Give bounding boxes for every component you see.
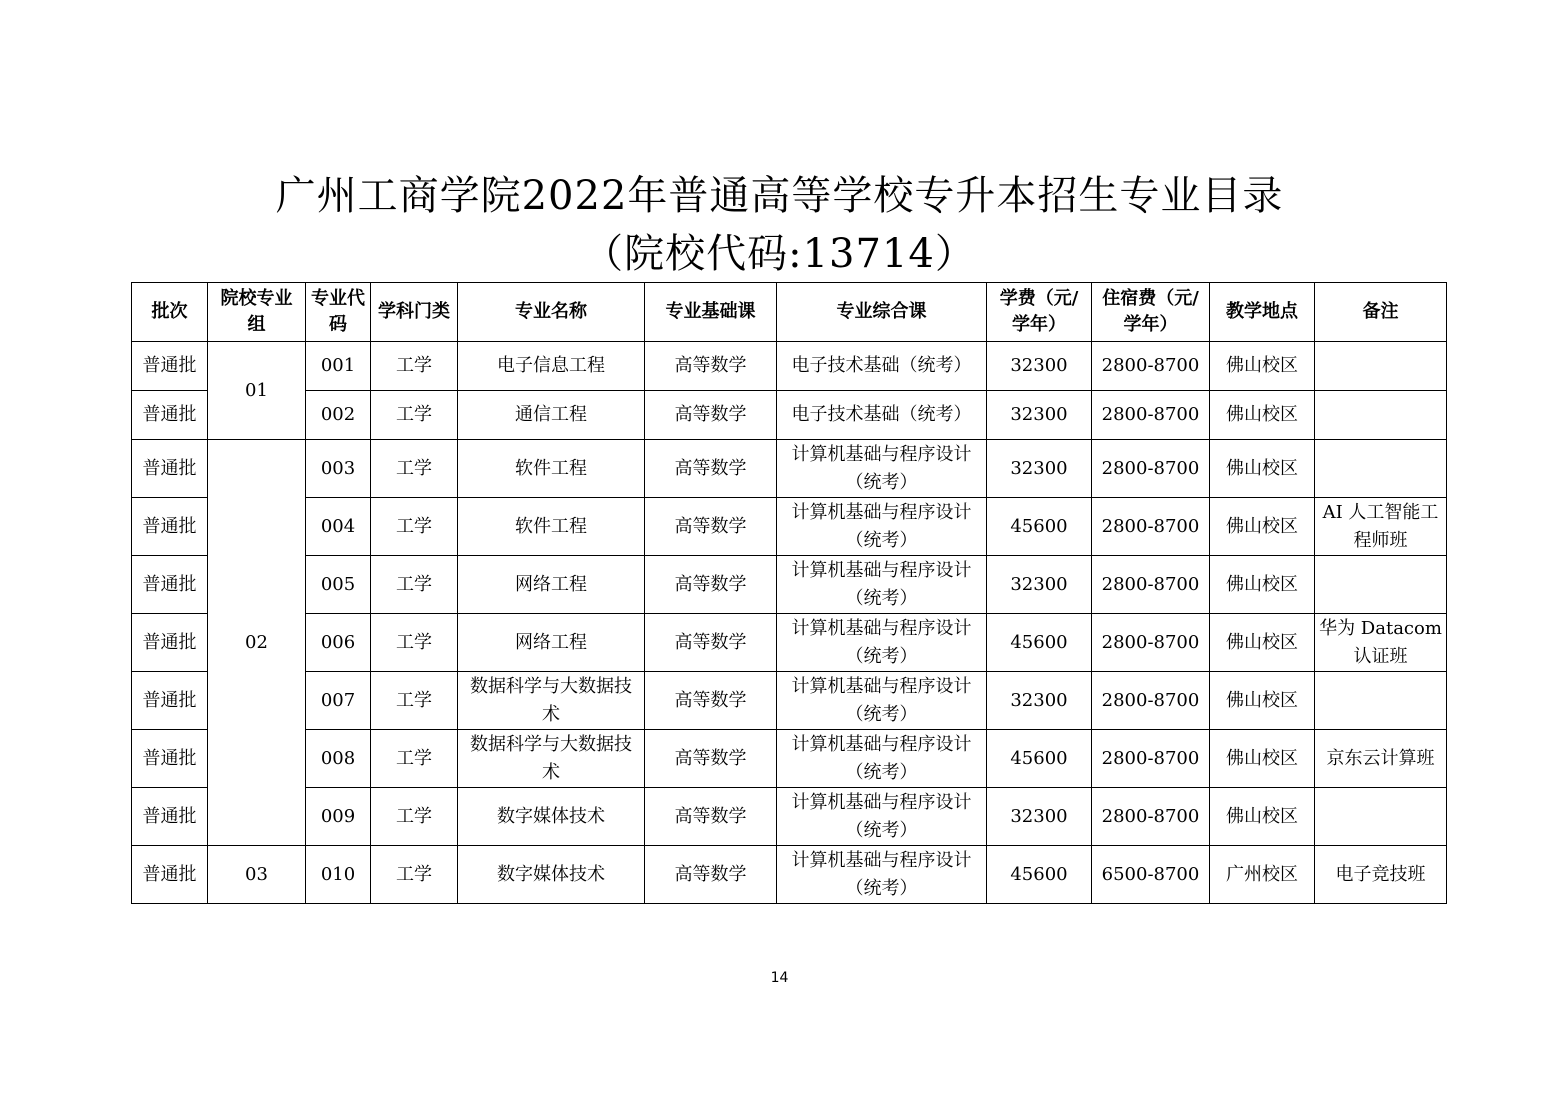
cell-accommodation: 2800-8700 bbox=[1092, 556, 1210, 614]
cell-tuition: 32300 bbox=[987, 391, 1092, 440]
cell-batch: 普通批 bbox=[132, 672, 208, 730]
header-accommodation: 住宿费（元/学年） bbox=[1092, 283, 1210, 342]
cell-tuition: 32300 bbox=[987, 556, 1092, 614]
cell-tuition: 32300 bbox=[987, 440, 1092, 498]
header-note: 备注 bbox=[1315, 283, 1447, 342]
cell-note: AI 人工智能工程师班 bbox=[1315, 498, 1447, 556]
cell-campus: 广州校区 bbox=[1210, 846, 1315, 904]
cell-code: 002 bbox=[306, 391, 371, 440]
table-header-row bbox=[132, 283, 1447, 342]
cell-accommodation: 2800-8700 bbox=[1092, 788, 1210, 846]
cell-campus: 佛山校区 bbox=[1210, 498, 1315, 556]
cell-comprehensive-course: 计算机基础与程序设计（统考） bbox=[777, 846, 987, 904]
header-campus: 教学地点 bbox=[1210, 283, 1315, 342]
cell-tuition: 45600 bbox=[987, 846, 1092, 904]
cell-code: 001 bbox=[306, 342, 371, 391]
cell-basic-course: 高等数学 bbox=[645, 498, 777, 556]
header-discipline: 学科门类 bbox=[371, 283, 458, 342]
cell-major: 数字媒体技术 bbox=[458, 846, 645, 904]
table-row bbox=[132, 730, 1447, 788]
major-catalog-table bbox=[131, 282, 1447, 904]
header-major-name: 专业名称 bbox=[458, 283, 645, 342]
cell-code: 009 bbox=[306, 788, 371, 846]
cell-accommodation: 2800-8700 bbox=[1092, 498, 1210, 556]
page-subtitle-institution-code: （院校代码:13714） bbox=[583, 231, 976, 277]
cell-category: 工学 bbox=[371, 788, 458, 846]
cell-code: 004 bbox=[306, 498, 371, 556]
cell-category: 工学 bbox=[371, 846, 458, 904]
table-row bbox=[132, 342, 1447, 391]
cell-note bbox=[1315, 556, 1447, 614]
cell-campus: 佛山校区 bbox=[1210, 672, 1315, 730]
cell-accommodation: 2800-8700 bbox=[1092, 730, 1210, 788]
cell-major: 软件工程 bbox=[458, 498, 645, 556]
cell-basic-course: 高等数学 bbox=[645, 788, 777, 846]
cell-basic-course: 高等数学 bbox=[645, 730, 777, 788]
cell-basic-course: 高等数学 bbox=[645, 614, 777, 672]
table-row bbox=[132, 391, 1447, 440]
cell-comprehensive-course: 计算机基础与程序设计（统考） bbox=[777, 498, 987, 556]
cell-major-group: 03 bbox=[208, 846, 306, 904]
cell-comprehensive-course: 电子技术基础（统考） bbox=[777, 391, 987, 440]
page-title: 广州工商学院2022年普通高等学校专升本招生专业目录 bbox=[275, 173, 1284, 219]
cell-comprehensive-course: 计算机基础与程序设计（统考） bbox=[777, 672, 987, 730]
cell-note bbox=[1315, 440, 1447, 498]
cell-batch: 普通批 bbox=[132, 788, 208, 846]
cell-category: 工学 bbox=[371, 672, 458, 730]
cell-code: 010 bbox=[306, 846, 371, 904]
cell-category: 工学 bbox=[371, 391, 458, 440]
cell-category: 工学 bbox=[371, 342, 458, 391]
table-row bbox=[132, 672, 1447, 730]
cell-note: 华为 Datacom 认证班 bbox=[1315, 614, 1447, 672]
cell-code: 007 bbox=[306, 672, 371, 730]
cell-major: 数据科学与大数据技术 bbox=[458, 730, 645, 788]
cell-major-group: 02 bbox=[208, 440, 306, 846]
cell-major: 数据科学与大数据技术 bbox=[458, 672, 645, 730]
cell-tuition: 32300 bbox=[987, 342, 1092, 391]
cell-major-group: 01 bbox=[208, 342, 306, 440]
header-major-group: 院校专业组 bbox=[208, 283, 306, 342]
cell-batch: 普通批 bbox=[132, 391, 208, 440]
cell-major: 数字媒体技术 bbox=[458, 788, 645, 846]
cell-major: 电子信息工程 bbox=[458, 342, 645, 391]
cell-campus: 佛山校区 bbox=[1210, 440, 1315, 498]
cell-comprehensive-course: 计算机基础与程序设计（统考） bbox=[777, 614, 987, 672]
cell-note bbox=[1315, 672, 1447, 730]
cell-basic-course: 高等数学 bbox=[645, 672, 777, 730]
cell-note: 京东云计算班 bbox=[1315, 730, 1447, 788]
cell-batch: 普通批 bbox=[132, 730, 208, 788]
cell-campus: 佛山校区 bbox=[1210, 342, 1315, 391]
cell-comprehensive-course: 电子技术基础（统考） bbox=[777, 342, 987, 391]
cell-category: 工学 bbox=[371, 730, 458, 788]
cell-batch: 普通批 bbox=[132, 342, 208, 391]
cell-accommodation: 2800-8700 bbox=[1092, 391, 1210, 440]
cell-batch: 普通批 bbox=[132, 614, 208, 672]
cell-campus: 佛山校区 bbox=[1210, 391, 1315, 440]
cell-comprehensive-course: 计算机基础与程序设计（统考） bbox=[777, 440, 987, 498]
cell-campus: 佛山校区 bbox=[1210, 614, 1315, 672]
header-major-code: 专业代码 bbox=[306, 283, 371, 342]
cell-tuition: 32300 bbox=[987, 788, 1092, 846]
cell-note bbox=[1315, 788, 1447, 846]
cell-accommodation: 6500-8700 bbox=[1092, 846, 1210, 904]
cell-batch: 普通批 bbox=[132, 846, 208, 904]
cell-tuition: 32300 bbox=[987, 672, 1092, 730]
header-tuition: 学费（元/学年） bbox=[987, 283, 1092, 342]
cell-category: 工学 bbox=[371, 614, 458, 672]
cell-accommodation: 2800-8700 bbox=[1092, 672, 1210, 730]
table-row bbox=[132, 498, 1447, 556]
cell-major: 通信工程 bbox=[458, 391, 645, 440]
cell-batch: 普通批 bbox=[132, 498, 208, 556]
table-row bbox=[132, 846, 1447, 904]
cell-code: 008 bbox=[306, 730, 371, 788]
cell-code: 006 bbox=[306, 614, 371, 672]
cell-tuition: 45600 bbox=[987, 730, 1092, 788]
cell-campus: 佛山校区 bbox=[1210, 556, 1315, 614]
table-row bbox=[132, 440, 1447, 498]
cell-basic-course: 高等数学 bbox=[645, 846, 777, 904]
cell-tuition: 45600 bbox=[987, 614, 1092, 672]
cell-category: 工学 bbox=[371, 440, 458, 498]
cell-note: 电子竞技班 bbox=[1315, 846, 1447, 904]
cell-accommodation: 2800-8700 bbox=[1092, 614, 1210, 672]
table-row bbox=[132, 788, 1447, 846]
cell-comprehensive-course: 计算机基础与程序设计（统考） bbox=[777, 556, 987, 614]
cell-comprehensive-course: 计算机基础与程序设计（统考） bbox=[777, 730, 987, 788]
cell-campus: 佛山校区 bbox=[1210, 788, 1315, 846]
cell-note bbox=[1315, 391, 1447, 440]
cell-major: 网络工程 bbox=[458, 556, 645, 614]
cell-comprehensive-course: 计算机基础与程序设计（统考） bbox=[777, 788, 987, 846]
cell-batch: 普通批 bbox=[132, 556, 208, 614]
cell-basic-course: 高等数学 bbox=[645, 556, 777, 614]
cell-batch: 普通批 bbox=[132, 440, 208, 498]
header-comprehensive-course: 专业综合课 bbox=[777, 283, 987, 342]
page-number: 14 bbox=[770, 970, 789, 986]
cell-tuition: 45600 bbox=[987, 498, 1092, 556]
cell-major: 网络工程 bbox=[458, 614, 645, 672]
cell-code: 005 bbox=[306, 556, 371, 614]
cell-basic-course: 高等数学 bbox=[645, 440, 777, 498]
table-row bbox=[132, 556, 1447, 614]
cell-accommodation: 2800-8700 bbox=[1092, 342, 1210, 391]
header-basic-course: 专业基础课 bbox=[645, 283, 777, 342]
cell-campus: 佛山校区 bbox=[1210, 730, 1315, 788]
header-batch: 批次 bbox=[132, 283, 208, 342]
cell-category: 工学 bbox=[371, 498, 458, 556]
table-row bbox=[132, 614, 1447, 672]
cell-major: 软件工程 bbox=[458, 440, 645, 498]
cell-note bbox=[1315, 342, 1447, 391]
cell-basic-course: 高等数学 bbox=[645, 342, 777, 391]
cell-accommodation: 2800-8700 bbox=[1092, 440, 1210, 498]
cell-code: 003 bbox=[306, 440, 371, 498]
cell-basic-course: 高等数学 bbox=[645, 391, 777, 440]
cell-category: 工学 bbox=[371, 556, 458, 614]
